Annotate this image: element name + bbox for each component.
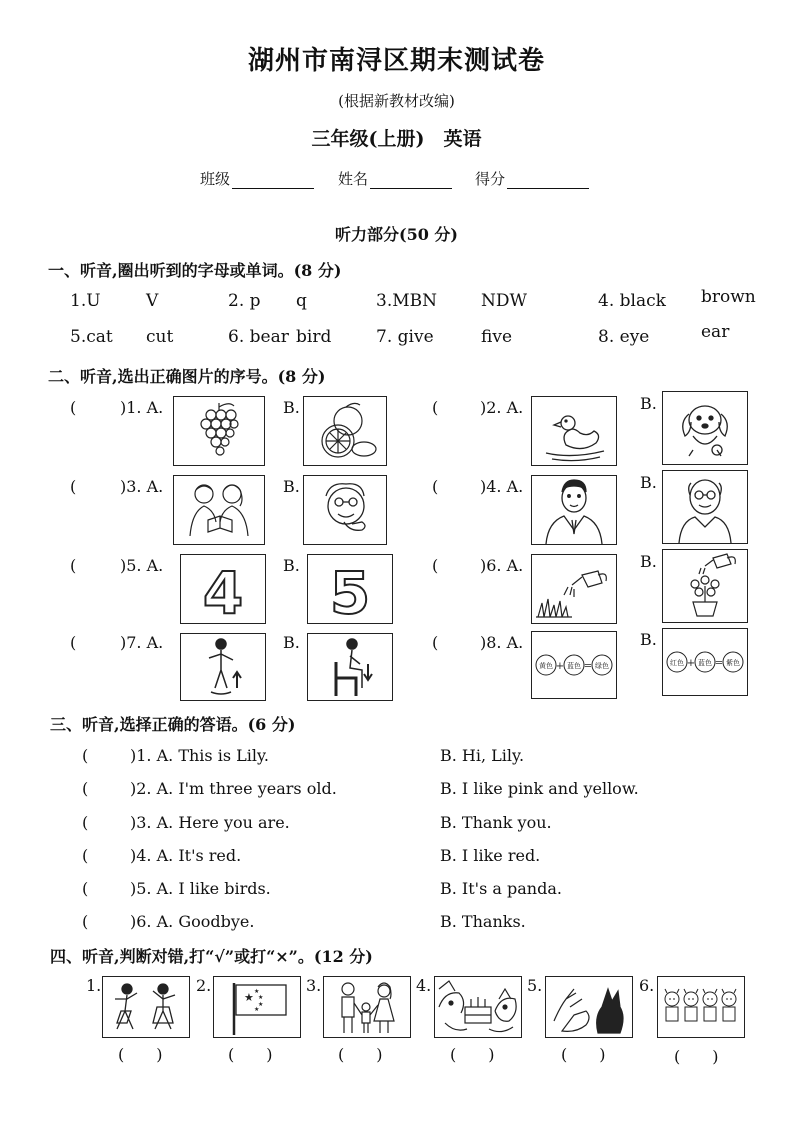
- grapes-icon[interactable]: [173, 396, 265, 466]
- svg-text:红色: 红色: [670, 659, 684, 667]
- s4-answer-3[interactable]: ( ): [338, 1045, 383, 1064]
- s2-answer-paren-2[interactable]: (: [432, 398, 439, 417]
- s2-b-label-4: B.: [640, 473, 657, 492]
- s2-b-label-3: B.: [283, 477, 300, 496]
- s3-option-a-6: )6. A. Goodbye.: [130, 912, 255, 931]
- svg-text:绿色: 绿色: [595, 662, 609, 670]
- birthday-party-icon: [434, 976, 522, 1038]
- s4-num-3: 3.: [306, 976, 322, 995]
- s3-answer-paren-2[interactable]: (: [82, 779, 89, 798]
- svg-text:★: ★: [258, 994, 264, 1001]
- s1-item-8-b[interactable]: ear: [701, 322, 730, 342]
- section-1-heading: 一、听音,圈出听到的字母或单词。(8 分): [48, 261, 342, 280]
- svg-text:5: 5: [329, 559, 371, 623]
- watering-flower-icon[interactable]: [662, 549, 748, 623]
- s4-answer-4[interactable]: ( ): [450, 1045, 495, 1064]
- s1-item-7-b[interactable]: five: [481, 327, 513, 347]
- s2-label-7: )7. A.: [120, 633, 164, 652]
- s2-answer-paren-8[interactable]: (: [432, 633, 439, 652]
- s2-b-label-1: B.: [283, 398, 300, 417]
- s1-item-1-b[interactable]: V: [146, 291, 159, 311]
- svg-text:=: =: [583, 661, 593, 672]
- s1-item-2-b[interactable]: q: [296, 291, 307, 311]
- s4-num-2: 2.: [196, 976, 212, 995]
- svg-text:+: +: [686, 658, 696, 669]
- svg-text:蓝色: 蓝色: [567, 662, 581, 670]
- color-mix-icon[interactable]: [531, 631, 617, 699]
- s3-answer-paren-3[interactable]: (: [82, 813, 89, 832]
- s2-label-1: )1. A.: [120, 398, 164, 417]
- s2-label-2: )2. A.: [480, 398, 524, 417]
- s3-option-b-2: B. I like pink and yellow.: [440, 779, 639, 798]
- s1-item-5-b[interactable]: cut: [146, 327, 174, 347]
- s4-num-6: 6.: [639, 976, 655, 995]
- s2-label-4: )4. A.: [480, 477, 524, 496]
- s2-answer-paren-5[interactable]: (: [70, 556, 77, 575]
- s2-answer-paren-7[interactable]: (: [70, 633, 77, 652]
- page-title: 湖州市南浔区期末测试卷: [247, 46, 545, 76]
- grandpa-icon[interactable]: [662, 470, 748, 544]
- s4-answer-2[interactable]: ( ): [228, 1045, 273, 1064]
- s1-item-5: 5.cat: [70, 327, 113, 347]
- section-3-heading: 三、听音,选择正确的答语。(6 分): [50, 715, 296, 734]
- s3-option-a-1: )1. A. This is Lily.: [130, 746, 269, 765]
- svg-text:+: +: [555, 661, 565, 672]
- s4-answer-5[interactable]: ( ): [561, 1045, 606, 1064]
- s4-num-5: 5.: [527, 976, 543, 995]
- name-field[interactable]: 姓名: [338, 168, 452, 189]
- s4-num-1: 1.: [86, 976, 102, 995]
- s3-option-b-5: B. It's a panda.: [440, 879, 562, 898]
- s1-item-4-b[interactable]: brown: [701, 287, 756, 307]
- s1-item-6-b[interactable]: bird: [296, 327, 332, 347]
- s3-option-b-4: B. I like red.: [440, 846, 541, 865]
- dog-icon[interactable]: [662, 391, 748, 465]
- svg-text:蓝色: 蓝色: [698, 659, 712, 667]
- stand-up-icon[interactable]: [180, 633, 266, 701]
- tigers-icon: [657, 976, 745, 1038]
- sit-down-icon[interactable]: [307, 633, 393, 701]
- s3-answer-paren-4[interactable]: (: [82, 846, 89, 865]
- score-field[interactable]: 得分: [475, 168, 589, 189]
- number-five-icon[interactable]: [307, 554, 393, 624]
- s4-num-4: 4.: [416, 976, 432, 995]
- girls-reading-icon[interactable]: [173, 475, 265, 545]
- s3-option-a-4: )4. A. It's red.: [130, 846, 242, 865]
- svg-text:4: 4: [202, 559, 244, 623]
- watering-grass-icon[interactable]: [531, 554, 617, 624]
- svg-text:★: ★: [258, 1001, 264, 1008]
- dancing-kids-icon: [102, 976, 190, 1038]
- s3-answer-paren-5[interactable]: (: [82, 879, 89, 898]
- family-icon: [323, 976, 411, 1038]
- s2-label-8: )8. A.: [480, 633, 524, 652]
- s3-option-a-2: )2. A. I'm three years old.: [130, 779, 337, 798]
- s2-b-label-6: B.: [640, 552, 657, 571]
- s1-item-4: 4. black: [598, 291, 666, 311]
- s1-item-6: 6. bear: [228, 327, 289, 347]
- svg-text:★: ★: [254, 1006, 260, 1013]
- s1-item-3-b[interactable]: NDW: [481, 291, 527, 311]
- man-icon[interactable]: [531, 475, 617, 545]
- s2-label-6: )6. A.: [480, 556, 524, 575]
- s1-item-8: 8. eye: [598, 327, 650, 347]
- s3-option-b-3: B. Thank you.: [440, 813, 552, 832]
- s2-b-label-8: B.: [640, 630, 657, 649]
- s1-item-7: 7. give: [376, 327, 434, 347]
- page-subtitle: (根据新教材改编): [338, 92, 455, 110]
- section-4-heading: 四、听音,判断对错,打“√”或打“×”。(12 分): [50, 947, 373, 966]
- s3-answer-paren-1[interactable]: (: [82, 746, 89, 765]
- svg-text:★: ★: [254, 988, 260, 995]
- s3-option-a-5: )5. A. I like birds.: [130, 879, 271, 898]
- s2-answer-paren-1[interactable]: (: [70, 398, 77, 417]
- svg-text:黄色: 黄色: [539, 662, 553, 670]
- s1-item-1: 1.U: [70, 291, 101, 311]
- grade-subject: 三年级(上册) 英语: [311, 128, 482, 150]
- hand-shadow-icon: [545, 976, 633, 1038]
- svg-text:★: ★: [244, 991, 254, 1004]
- s3-option-a-3: )3. A. Here you are.: [130, 813, 290, 832]
- s2-b-label-5: B.: [283, 556, 300, 575]
- s2-answer-paren-6[interactable]: (: [432, 556, 439, 575]
- s4-answer-6[interactable]: ( ): [674, 1047, 719, 1066]
- number-four-icon[interactable]: [180, 554, 266, 624]
- s2-answer-paren-3[interactable]: (: [70, 477, 77, 496]
- s2-label-3: )3. A.: [120, 477, 164, 496]
- s3-option-b-6: B. Thanks.: [440, 912, 526, 931]
- s3-option-b-1: B. Hi, Lily.: [440, 746, 525, 765]
- section-2-heading: 二、听音,选出正确图片的序号。(8 分): [48, 367, 326, 386]
- s2-b-label-7: B.: [283, 633, 300, 652]
- s2-label-5: )5. A.: [120, 556, 164, 575]
- s2-answer-paren-4[interactable]: (: [432, 477, 439, 496]
- color-mix-icon[interactable]: [662, 628, 748, 696]
- s2-b-label-2: B.: [640, 394, 657, 413]
- old-man-icon[interactable]: [303, 475, 387, 545]
- s3-answer-paren-6[interactable]: (: [82, 912, 89, 931]
- s1-item-3: 3.MBN: [376, 291, 438, 311]
- svg-text:=: =: [714, 658, 724, 669]
- duck-icon[interactable]: [531, 396, 617, 466]
- svg-text:紫色: 紫色: [726, 659, 740, 667]
- s1-item-2: 2. p: [228, 291, 261, 311]
- class-field[interactable]: 班级: [200, 168, 314, 189]
- china-flag-icon: [213, 976, 301, 1038]
- s4-answer-1[interactable]: ( ): [118, 1045, 163, 1064]
- orange-icon[interactable]: [303, 396, 387, 466]
- listening-part-title: 听力部分(50 分): [335, 225, 458, 244]
